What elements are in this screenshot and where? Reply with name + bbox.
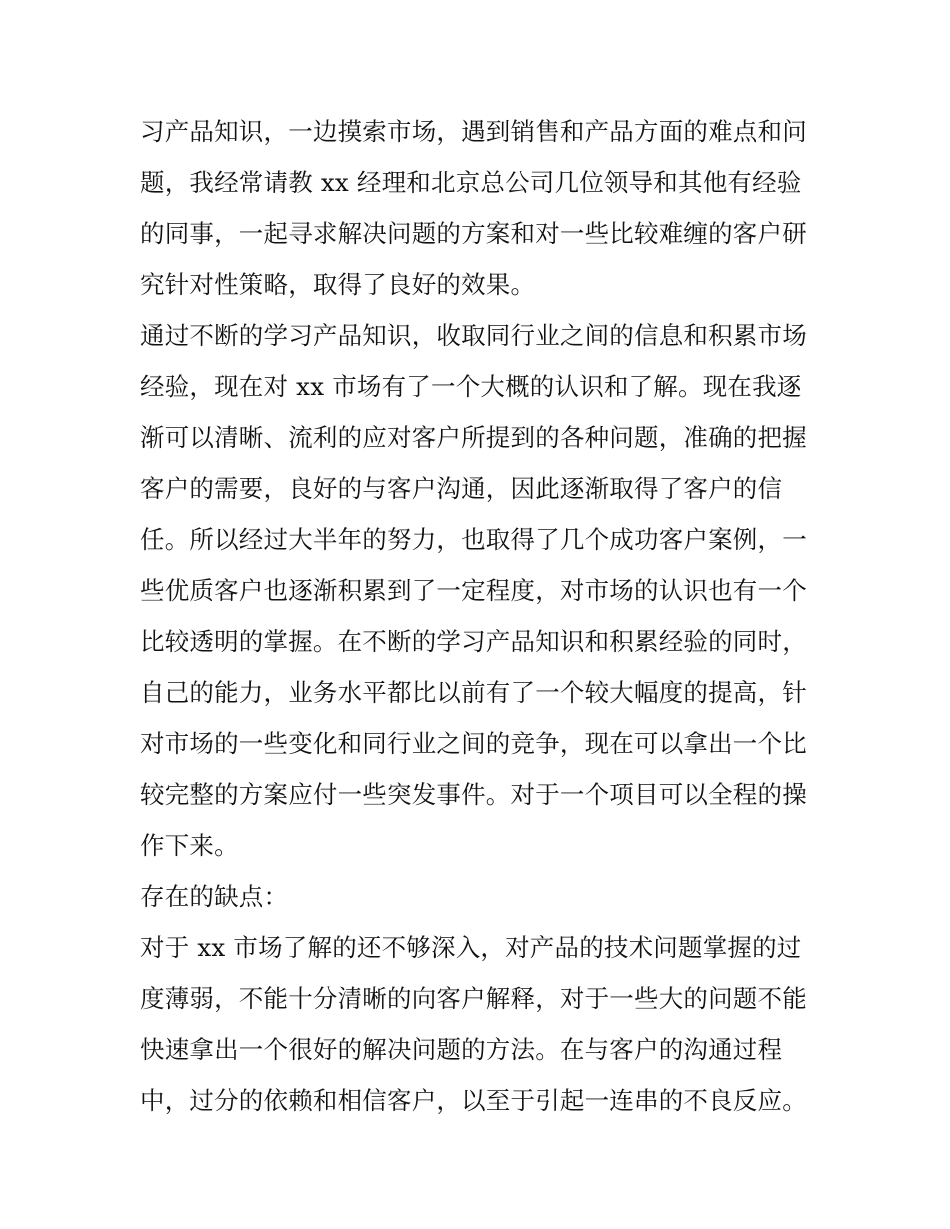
text-line: 究针对性策略，取得了良好的效果。 [140,270,536,299]
text-line: 习产品知识，一边摸索市场，遇到销售和产品方面的难点和问 [140,117,807,146]
text-line: 客户的需要，良好的与客户沟通，因此逐渐取得了客户的信 [140,474,783,503]
text-line: 自己的能力，业务水平都比以前有了一个较大幅度的提高，针 [140,678,807,707]
text-line: 渐可以清晰、流利的应对客户所提到的各种问题，准确的把握 [140,423,807,452]
section-heading: 存在的缺点： [140,882,289,911]
text-line: 对于 xx 市场了解的还不够深入，对产品的技术问题掌握的过 [140,933,802,962]
text-line: 经验，现在对 xx 市场有了一个大概的认识和了解。现在我逐 [140,372,802,401]
text-line: 较完整的方案应付一些突发事件。对于一个项目可以全程的操 [140,780,807,809]
text-line: 题，我经常请教 xx 经理和北京总公司几位领导和其他有经验 [140,168,802,197]
text-line: 的同事，一起寻求解决问题的方案和对一些比较难缠的客户研 [140,219,807,248]
text-line: 比较透明的掌握。在不断的学习产品知识和积累经验的同时， [140,627,807,656]
text-line: 中，过分的依赖和相信客户，以至于引起一连串的不良反应。 [140,1086,807,1115]
text-line: 些优质客户也逐渐积累到了一定程度，对市场的认识也有一个 [140,576,807,605]
text-line: 任。所以经过大半年的努力，也取得了几个成功客户案例，一 [140,525,807,554]
text-line: 度薄弱，不能十分清晰的向客户解释，对于一些大的问题不能 [140,984,807,1013]
text-line: 通过不断的学习产品知识，收取同行业之间的信息和积累市场 [140,321,807,350]
text-line: 对市场的一些变化和同行业之间的竞争，现在可以拿出一个比 [140,729,807,758]
text-line: 快速拿出一个很好的解决问题的方法。在与客户的沟通过程 [140,1035,783,1064]
text-line: 作下来。 [140,831,239,860]
document-body [140,106,812,1126]
